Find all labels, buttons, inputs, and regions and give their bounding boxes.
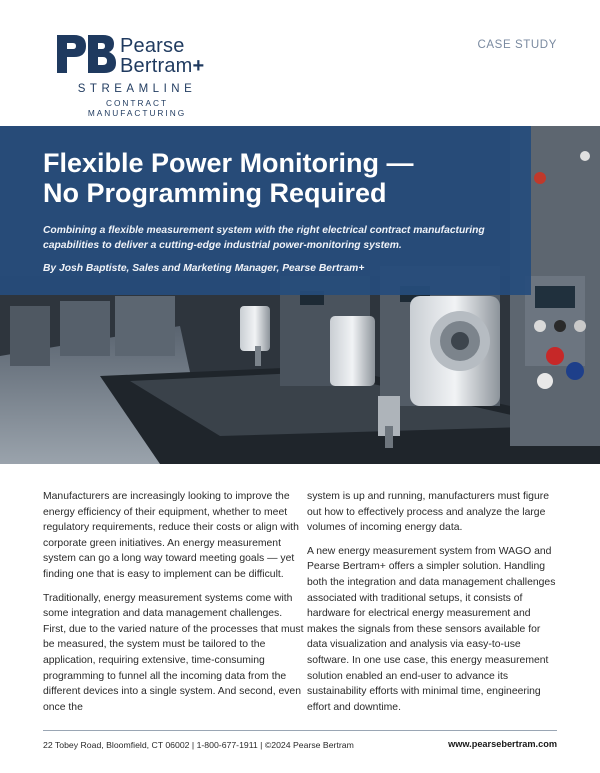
body-paragraph: Traditionally, energy measurement systems come with some integration and data management challenges. First, due to the varied nature of the processes that must be measured, the system must be tailored to the application, requiring extensive, time-consuming programming to funnel all the incoming data from the different devices into a single system. And second, even once the bbox=[43, 592, 304, 713]
body-column-right bbox=[307, 489, 559, 723]
logo-plus: + bbox=[192, 55, 205, 77]
article-title-line-1: Flexible Power Monitoring — bbox=[43, 148, 414, 178]
footer-website-link[interactable]: www.pearsebertram.com bbox=[448, 739, 557, 749]
footer-divider bbox=[43, 730, 557, 731]
body-paragraph: system is up and running, manufacturers must figure out how to effectively process and analyze the large volumes of incoming energy data. bbox=[307, 491, 549, 534]
logo-word-pearse: Pearse bbox=[120, 35, 185, 57]
logo-word-bertram-text: Bertram bbox=[120, 55, 193, 77]
pearse-bertram-logo bbox=[57, 34, 227, 118]
footer-contact-info: 22 Tobey Road, Bloomfield, CT 06002 | 1-800-677-1911 | ©2024 Pearse Bertram bbox=[43, 740, 354, 750]
article-subtitle: Combining a flexible measurement system with the right electrical contract manufacturing capabilities to deliver a cutting-edge industrial power-monitoring system. bbox=[43, 225, 485, 251]
division-name: STREAMLINE bbox=[77, 83, 197, 95]
hero-banner bbox=[0, 126, 600, 464]
body-paragraph: Manufacturers are increasingly looking to improve the energy efficiency of their equipment, whether to meet regulatory requirements, reduce their costs or align with corporate green initiatives. An energy measurement system can go a long way toward meeting goals — yet finding one that is easy to implement can be difficult. bbox=[43, 491, 299, 580]
article-title-line-2: No Programming Required bbox=[43, 178, 387, 208]
pb-logo-mark bbox=[57, 34, 117, 74]
division-subtitle: CONTRACT MANUFACTURING bbox=[87, 98, 187, 118]
hero-title-panel bbox=[0, 126, 531, 295]
logo-word-bertram bbox=[120, 55, 204, 78]
body-column-left bbox=[43, 489, 305, 723]
body-paragraph: A new energy measurement system from WAGO and Pearse Bertram+ offers a simpler solution. Handling both the integration and data management challenges associated with traditional setups, it consists of hardware for electrical energy measurement and makes the signals from these sensors available for data visualization and analysis via easy-to-use software. In one use case, this energy measurement solution enabled an end-user to advance its sustainability efforts with minimal time, engineering effort and downtime. bbox=[307, 545, 556, 713]
article-byline: By Josh Baptiste, Sales and Marketing Manager, Pearse Bertram+ bbox=[43, 263, 365, 274]
document-type-label: CASE STUDY bbox=[477, 39, 557, 51]
article-title bbox=[43, 148, 414, 208]
